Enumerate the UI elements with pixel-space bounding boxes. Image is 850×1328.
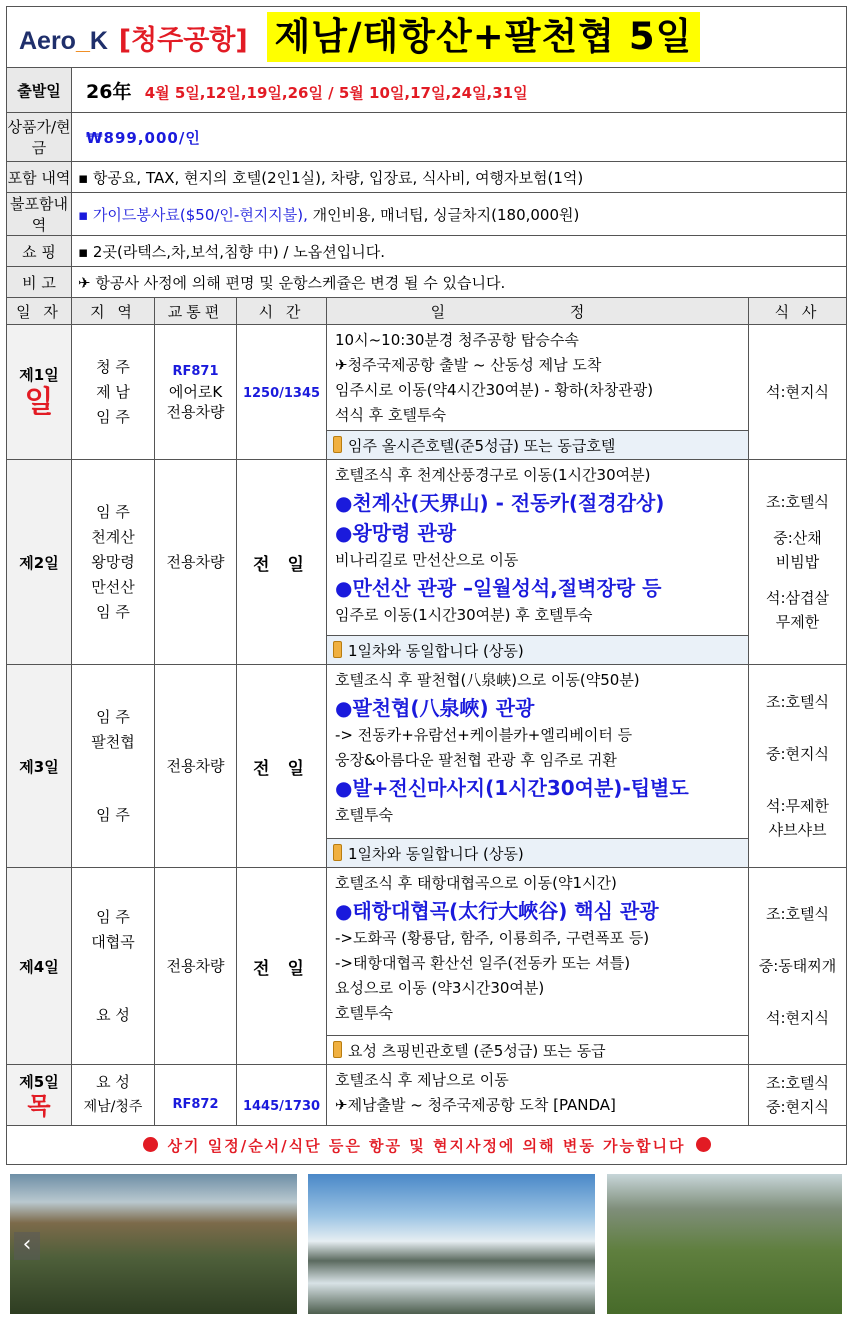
- col-time: 시 간: [237, 298, 327, 325]
- day2-transport: 전용차량: [155, 460, 237, 665]
- col-meal: 식 사: [749, 298, 847, 325]
- change-notice: 상기 일정/순서/식단 등은 항공 및 현지사정에 의해 변동 가능합니다: [7, 1126, 847, 1165]
- chevron-left-icon[interactable]: ‹: [14, 1232, 40, 1260]
- column-header-row: [7, 298, 847, 325]
- price-label: 상품가/현금: [7, 113, 72, 162]
- red-dot-icon: [696, 1137, 711, 1152]
- day1-hotel: 임주 올시즌호텔(준5성급) 또는 동급호텔: [327, 431, 749, 460]
- day2-label: 제2일: [7, 460, 72, 665]
- day3-hotel: 1일차와 동일합니다 (상동): [327, 839, 749, 868]
- departure-dates: [72, 68, 847, 113]
- excludes-label: 불포함내역: [7, 193, 72, 236]
- flight-rf872: RF872: [172, 1097, 219, 1112]
- departure-label: 출발일: [7, 68, 72, 113]
- col-transport: 교통편: [155, 298, 237, 325]
- shopping-label: 쇼 핑: [7, 236, 72, 267]
- day5-row: [7, 1065, 847, 1126]
- flight-rf871: RF871: [172, 364, 219, 379]
- remark-label: 비 고: [7, 267, 72, 298]
- excludes-text: [72, 193, 847, 236]
- price-value: ₩899,000/인: [72, 113, 847, 162]
- day5-weekday: 목: [27, 1091, 51, 1120]
- shopping-text: ▪ 2곳(라텍스,차,보석,침향 中) / 노옵션입니다.: [72, 236, 847, 267]
- day5-meals: 조:호텔식 중:현지식: [749, 1065, 847, 1126]
- day4-time: 전 일: [237, 868, 327, 1065]
- col-day: 일 자: [7, 298, 72, 325]
- day2-regions: 임 주 천계산 왕망령 만선산 임 주: [72, 460, 155, 665]
- day5-transport: [155, 1065, 237, 1126]
- photo-strip: [10, 1174, 842, 1314]
- cliff-landscape-photo: [10, 1174, 297, 1314]
- day5-regions: 요 성 제남/청주: [72, 1065, 155, 1126]
- day4-transport: 전용차량: [155, 868, 237, 1065]
- day4-schedule: 호텔조식 후 태항대협곡으로 이동(약1시간) ●태항대협곡(太行大峽谷) 핵심 관광 ->도화곡 (황룡담, 함주, 이룡희주, 구련폭포 등) ->태항대협곡 환산선 일주(전동카 또는 셔틀) 요성으로 이동 (약3시간30여분) 호텔투숙: [327, 868, 749, 1036]
- day3-transport: 전용차량: [155, 665, 237, 868]
- includes-text: ▪ 항공요, TAX, 현지의 호텔(2인1실), 차량, 입장료, 식사비, 여행자보험(1억): [72, 162, 847, 193]
- header-row: [7, 7, 847, 68]
- day3-row: [7, 665, 847, 839]
- remark-text: ✈ 항공사 사정에 의해 편명 및 운항스케쥴은 변경 될 수 있습니다.: [72, 267, 847, 298]
- day5-schedule: 호텔조식 후 제남으로 이동 ✈제남출발 ~ 청주국제공항 도착 [PANDA]: [327, 1065, 749, 1126]
- day4-hotel: 요성 츠핑빈관호텔 (준5성급) 또는 동급: [327, 1036, 749, 1065]
- day1-transport: RF871 에어로K 전용차량: [155, 325, 237, 460]
- day3-time: 전 일: [237, 665, 327, 868]
- col-schedule: 일 정: [327, 298, 749, 325]
- hotel-icon: [333, 436, 342, 453]
- aerok-logo: Aero_K: [19, 27, 108, 55]
- day1-weekday: 일: [24, 384, 54, 420]
- day1-meals: 석:현지식: [749, 325, 847, 460]
- day3-schedule: 호텔조식 후 팔천협(八泉峡)으로 이동(약50분) ●팔천협(八泉峽) 관광 -> 전동카+유람선+케이블카+엘리베이터 등 웅장&아름다운 팔천협 관광 후 임주로 귀환 ●발+전신마사지(1시간30여분)-팁별도 호텔투숙: [327, 665, 749, 839]
- mountain-cloud-photo: [308, 1174, 595, 1314]
- day2-time: 전 일: [237, 460, 327, 665]
- excludes-rest: 개인비용, 매너팁, 싱글차지(180,000원): [307, 205, 580, 224]
- guide-fee: ▪ 가이드봉사료($50/인-현지지불),: [78, 205, 308, 224]
- day5-label: 제5일 목: [7, 1065, 72, 1126]
- departure-year: 26年: [86, 80, 132, 103]
- day5-time: 1445/1730: [237, 1065, 327, 1126]
- day4-label: 제4일: [7, 868, 72, 1065]
- day4-row: [7, 868, 847, 1036]
- includes-label: 포함 내역: [7, 162, 72, 193]
- hotel-icon: [333, 1041, 342, 1058]
- airport-label: [청주공항]: [118, 25, 248, 56]
- hotel-icon: [333, 641, 342, 658]
- day4-regions: 임 주 대협곡 요 성: [72, 868, 155, 1065]
- day1-row: [7, 325, 847, 431]
- col-region: 지 역: [72, 298, 155, 325]
- red-dot-icon: [143, 1137, 158, 1152]
- day2-meals: 조:호텔식 중:산채 비빔밥 석:삼겹살 무제한: [749, 460, 847, 665]
- tour-title: 제남/태항산+팔천협 5일: [267, 12, 701, 62]
- day3-label: 제3일: [7, 665, 72, 868]
- itinerary-table: [6, 6, 847, 1165]
- day3-meals: 조:호텔식 중:현지식 석:무제한 샤브샤브: [749, 665, 847, 868]
- departure-date-list: 4월 5일,12일,19일,26일 / 5월 10일,17일,24일,31일: [144, 83, 528, 102]
- day2-schedule: 호텔조식 후 천계산풍경구로 이동(1시간30여분) ●천계산(天界山) - 전동카(절경감상) ●왕망령 관광 비나리길로 만선산으로 이동 ●만선산 관광 –일월성석,절벽장랑 등 임주로 이동(1시간30여분) 후 호텔투숙: [327, 460, 749, 636]
- day1-regions: 청 주 제 남 임 주: [72, 325, 155, 460]
- day3-regions: 임 주 팔천협 임 주: [72, 665, 155, 868]
- day4-meals: 조:호텔식 중:동태찌개 석:현지식: [749, 868, 847, 1065]
- day2-hotel: 1일차와 동일합니다 (상동): [327, 636, 749, 665]
- day1-schedule: 10시~10:30분경 청주공항 탑승수속 ✈청주국제공항 출발 ~ 산동성 제남 도착 임주시로 이동(약4시간30여분) - 황하(차창관광) 석식 후 호텔투숙: [327, 325, 749, 431]
- day1-label: 제1일 일: [7, 325, 72, 460]
- day1-time: 1250/1345: [237, 325, 327, 460]
- green-canyon-photo: [607, 1174, 842, 1314]
- hotel-icon: [333, 844, 342, 861]
- day2-row: [7, 460, 847, 636]
